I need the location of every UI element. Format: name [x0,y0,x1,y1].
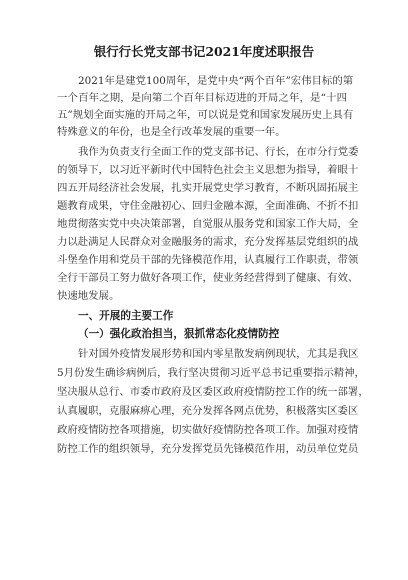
subsection-heading: （一）强化政治担当，狠抓常态化疫情防控 [78,328,280,340]
paragraph-1-line-1: 2021年是建党100周年，是党中央“两个百年”宏伟目标的第 [78,75,354,87]
paragraph-2-line-7: 斗堡垒作用和党员干部的先锋模范作用，认真履行工作职责，带领 [57,254,359,266]
paragraph-3-line-4: 认真履职，克服麻痹心理，充分发挥各网点优势，积极落实区委区 [57,405,359,417]
paragraph-2-line-5: 地贯彻落实党中央决策部署，自觉服从服务党和国家工作大局，全 [57,218,359,230]
paragraph-3-line-6: 防控工作的组织领导，充分发挥党员先锋模范作用，动员单位党员 [57,443,359,455]
paragraph-2-line-4: 题教育成果，守住金融初心、回归金融本源，全面准确、不折不扣 [57,200,359,212]
paragraph-1-line-4: 特殊意义的年份，也是全行改革发展的重要一年。 [57,126,286,138]
paragraph-1-line-2: 一个百年之期，是向第二个百年目标迈进的开局之年，是“十四 [57,92,347,104]
paragraph-2-line-1: 我作为负责支行全面工作的党支部书记、行长，在市分行党委 [78,146,359,158]
paragraph-3-line-1: 针对国外疫情发展形势和国内零星散发病例现状，尤其是我区 [78,348,359,360]
paragraph-2-line-9: 快速地发展。 [57,290,120,302]
section-heading: 一、开展的主要工作 [78,310,174,322]
document-title: 银行行长党支部书记2021年度述职报告 [93,44,315,59]
paragraph-3-line-2: 5月份发生确诊病例后，我行坚决贯彻习近平总书记重要指示精神， [57,367,365,379]
paragraph-1-line-3: 五”规划全面实施的开局之年，可以说是党和国家发展历史上具有 [57,109,354,121]
paragraph-3-line-5: 政府疫情防控各项措施，切实做好疫情防控各项工作。加强对疫情 [57,424,359,436]
paragraph-2-line-8: 全行干部员工努力做好各项工作，使业务经营得到了健康、有效、 [57,272,359,284]
paragraph-2-line-6: 力以赴满足人民群众对金融服务的需求，充分发挥基层党组织的战 [57,236,359,248]
paragraph-3-line-3: 坚决服从总行、市委市政府及区委区政府疫情防控工作的统一部署， [57,386,369,398]
paragraph-2-line-2: 的领导下，以习近平新时代中国特色社会主义思想为指导，着眼十 [57,164,359,176]
paragraph-2-line-3: 四五开局经济社会发展，扎实开展党史学习教育，不断巩固拓展主 [57,182,359,194]
